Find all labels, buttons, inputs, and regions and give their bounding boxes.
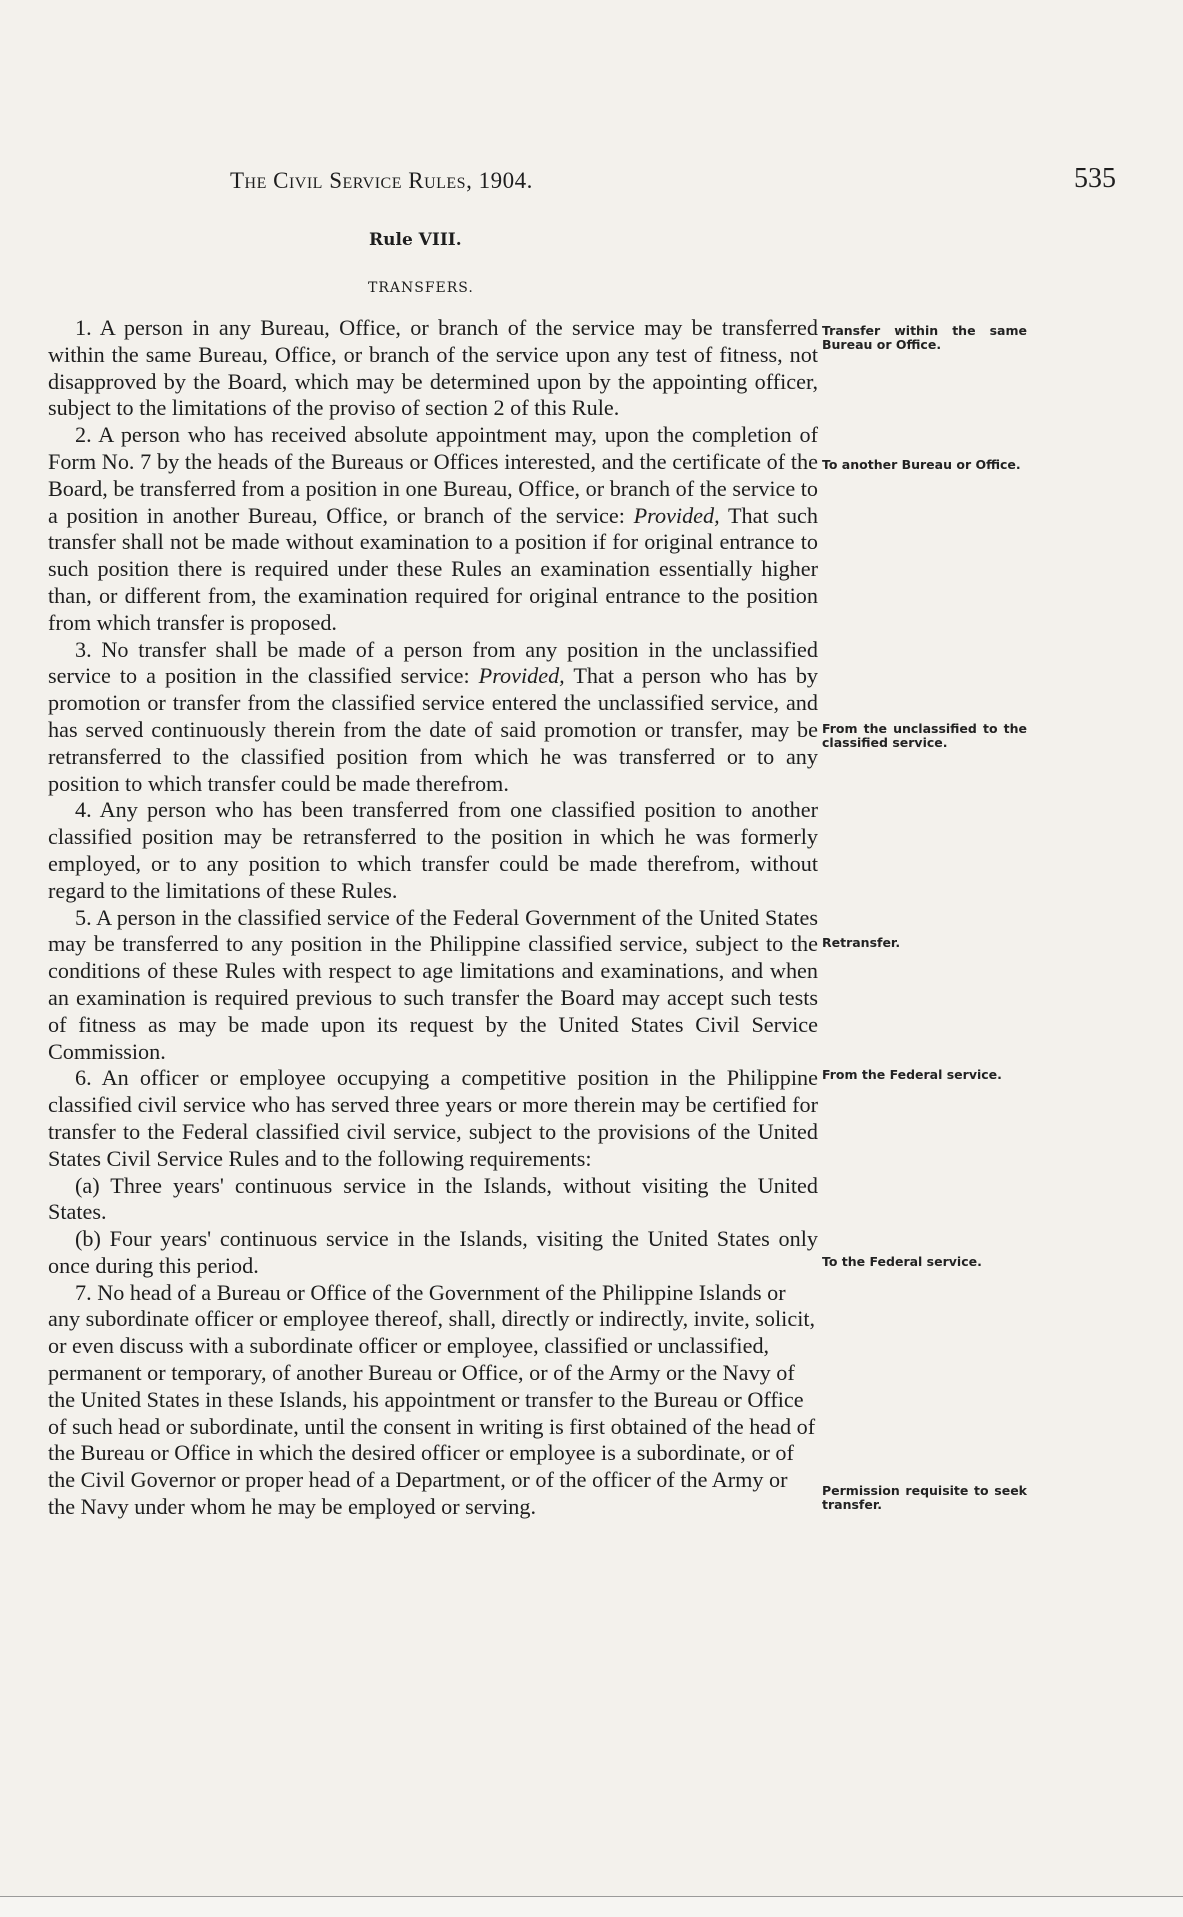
- margin-note-permission: Permission requisite to seek transfer.: [822, 1483, 1027, 1512]
- paragraph-text: 1. A person in any Bureau, Office, or branch of the service may be transferred within the same Bureau, Office, or branch of the service upon any test of fitness, not disapproved by the Board, which may be determined upon by the appointing officer, subject to the limitations of the proviso of section 2 of this Rule.: [48, 315, 818, 421]
- proviso-emphasis: Provided,: [478, 663, 565, 689]
- paragraph-text: 4. Any person who has been transferred from one classified position to another classified position may be retransferred to the position in which he was formerly employed, or to any position to which transfer could be made therefrom, without regard to the limitations of these Rules.: [48, 797, 818, 903]
- paragraph-text: 2. A person who has received absolute appointment may, upon the completion of Form No. 7 by the heads of the Bureaus or Offices interested, and the certificate of the Board, be transferred from a position in one Bureau, Office, or branch of the service to a position in another Bureau, Office, or branch of the service:: [48, 422, 818, 528]
- paragraph-7: [48, 1280, 818, 1521]
- paragraph-text: 6. An officer or employee occupying a competitive position in the Philippine classified civil service who has served three years or more therein may be certified for transfer to the Federal classified civil service, subject to the provisions of the United States Civil Service Rules and to the following requirements:: [48, 1065, 818, 1171]
- paragraph-text-continued: That such transfer shall not be made without examination to a position if for original entrance to such position there is required under these Rules an examination essentially higher than, or different from, the examination required for original entrance to the position from which transfer is proposed.: [48, 502, 818, 635]
- paragraph-1: [48, 315, 818, 422]
- page-number: 535: [1074, 163, 1116, 194]
- margin-note-unclassified-to-classified: From the unclassified to the classified service.: [822, 721, 1027, 750]
- scan-footer-strip: [0, 1896, 1183, 1917]
- paragraph-4: [48, 797, 818, 904]
- margin-note-another-bureau: To another Bureau or Office.: [822, 457, 1021, 472]
- paragraph-text: (b) Four years' continuous service in the Islands, visiting the United States only once during this period.: [48, 1226, 818, 1278]
- paragraph-text: 5. A person in the classified service of the Federal Government of the United States may be transferred to any position in the Philippine classified service, subject to the conditions of these Rules with respect to age limitations and examinations, and when an examination is required previous to such transfer the Board may accept such tests of fitness as may be made upon its request by the United States Civil Service Commission.: [48, 904, 818, 1064]
- paragraph-3: [48, 637, 818, 798]
- paragraph-6a: [48, 1173, 818, 1227]
- section-title: TRANSFERS.: [368, 280, 474, 296]
- proviso-emphasis: Provided,: [633, 502, 720, 528]
- running-head: The Civil Service Rules, 1904.: [230, 168, 533, 193]
- rule-body: [48, 315, 818, 1521]
- paragraph-text: 7. No head of a Bureau or Office of the Government of the Philippine Islands or any subordinate officer or employee thereof, shall, directly or indirectly, invite, solicit, or even discuss with a subordinate officer or employee, classified or unclassified, permanent or temporary, of another Bureau or Office, or of the Army or the Navy of the United States in these Islands, his appointment or transfer to the Bureau or Office of such head or subordinate, until the consent in writing is first obtained of the head of the Bureau or Office in which the desired officer or employee is a subordinate, or of the Civil Governor or proper head of a Department, or of the officer of the Army or the Navy under whom he may be employed or serving.: [48, 1279, 816, 1520]
- margin-note-to-federal: To the Federal service.: [822, 1254, 982, 1269]
- margin-note-from-federal: From the Federal service.: [822, 1067, 1002, 1082]
- margin-note-retransfer: Retransfer.: [822, 935, 901, 950]
- paragraph-6b: [48, 1226, 818, 1280]
- paragraph-text: 3. No transfer shall be made of a person from any position in the unclassified service to a position in the classified service:: [48, 636, 818, 689]
- paragraph-2: [48, 422, 818, 636]
- paragraph-5: [48, 905, 818, 1066]
- paragraph-6: [48, 1065, 818, 1172]
- rule-title: Rule VIII.: [369, 230, 462, 250]
- margin-note-transfer-within: Transfer within the same Bureau or Office.: [822, 323, 1027, 352]
- paragraph-text-continued: That a person who has by promotion or transfer from the classified service entered the unclassified service, and has served continuously therein from the date of said promotion or transfer, may be retransferred to the classified position from which he was transferred or to any position to which transfer could be made therefrom.: [48, 663, 819, 796]
- paragraph-text: (a) Three years' continuous service in the Islands, without visiting the United States.: [48, 1172, 818, 1225]
